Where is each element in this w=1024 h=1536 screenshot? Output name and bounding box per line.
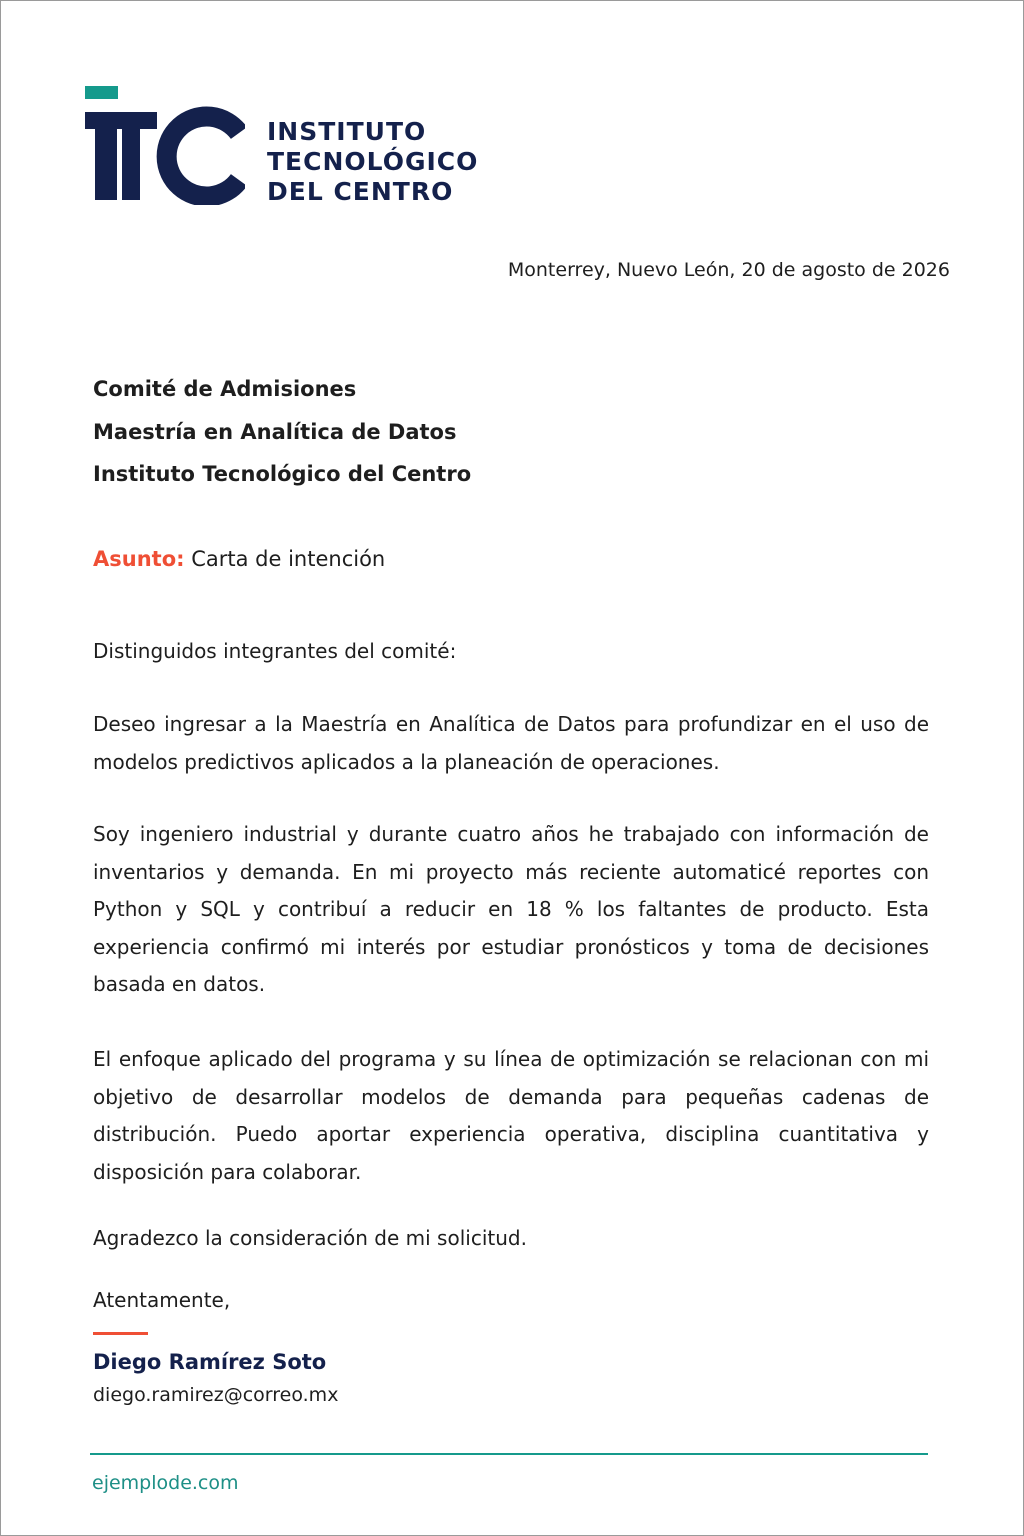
logo-wordmark	[267, 117, 478, 207]
recipient-line-3: Instituto Tecnológico del Centro	[93, 462, 472, 486]
letter-date: Monterrey, Nuevo León, 20 de agosto de 2026	[507, 259, 950, 281]
body-paragraph-1: Deseo ingresar a la Maestría en Analítica de Datos para profundizar en el uso de modelos predictivos aplicados a la planeación de operaciones.	[93, 712, 929, 774]
logo-letter-c	[167, 117, 239, 197]
body-paragraph-2: Soy ingeniero industrial y durante cuatro años he trabajado con información de inventarios y demanda. En mi proyecto más reciente automaticé reportes con Python y SQL y contribuí a reducir en 18 % los faltantes de producto. Esta experiencia confirmó mi interés por estudiar pronósticos y toma de decisiones basada en datos.	[93, 822, 929, 996]
signer-email: diego.ramirez@correo.mx	[93, 1384, 339, 1406]
recipient-line-1: Comité de Admisiones	[93, 377, 357, 401]
recipient-line-2: Maestría en Analítica de Datos	[93, 419, 457, 444]
body-paragraph-3: El enfoque aplicado del programa y su línea de optimización se relacionan con mi objetivo de desarrollar modelos de demanda para pequeñas cadenas de distribución. Puedo aportar experiencia operativa, disciplina cuantitativa y disposición para colaborar.	[93, 1047, 929, 1184]
closing-line: Atentamente,	[93, 1288, 231, 1312]
signer-name: Diego Ramírez Soto	[93, 1350, 327, 1374]
logo-line-3: DEL CENTRO	[267, 177, 454, 206]
logo-line-2: TECNOLÓGICO	[267, 147, 479, 176]
thanks-line: Agradezco la consideración de mi solicitud.	[93, 1226, 527, 1250]
logo-accent-bar	[85, 86, 118, 99]
subject-text: Carta de intención	[191, 547, 386, 571]
footer-website-link[interactable]: ejemplode.com	[92, 1472, 239, 1494]
salutation: Distinguidos integrantes del comité:	[93, 639, 457, 663]
logo-line-1: INSTITUTO	[267, 117, 427, 146]
subject-label: Asunto:	[93, 547, 185, 571]
signature-accent-line	[93, 1332, 148, 1335]
subject-line	[93, 547, 385, 571]
footer-divider	[90, 1453, 928, 1455]
institution-logo	[85, 85, 485, 205]
recipient-block	[93, 368, 471, 496]
itc-monogram	[85, 85, 245, 205]
